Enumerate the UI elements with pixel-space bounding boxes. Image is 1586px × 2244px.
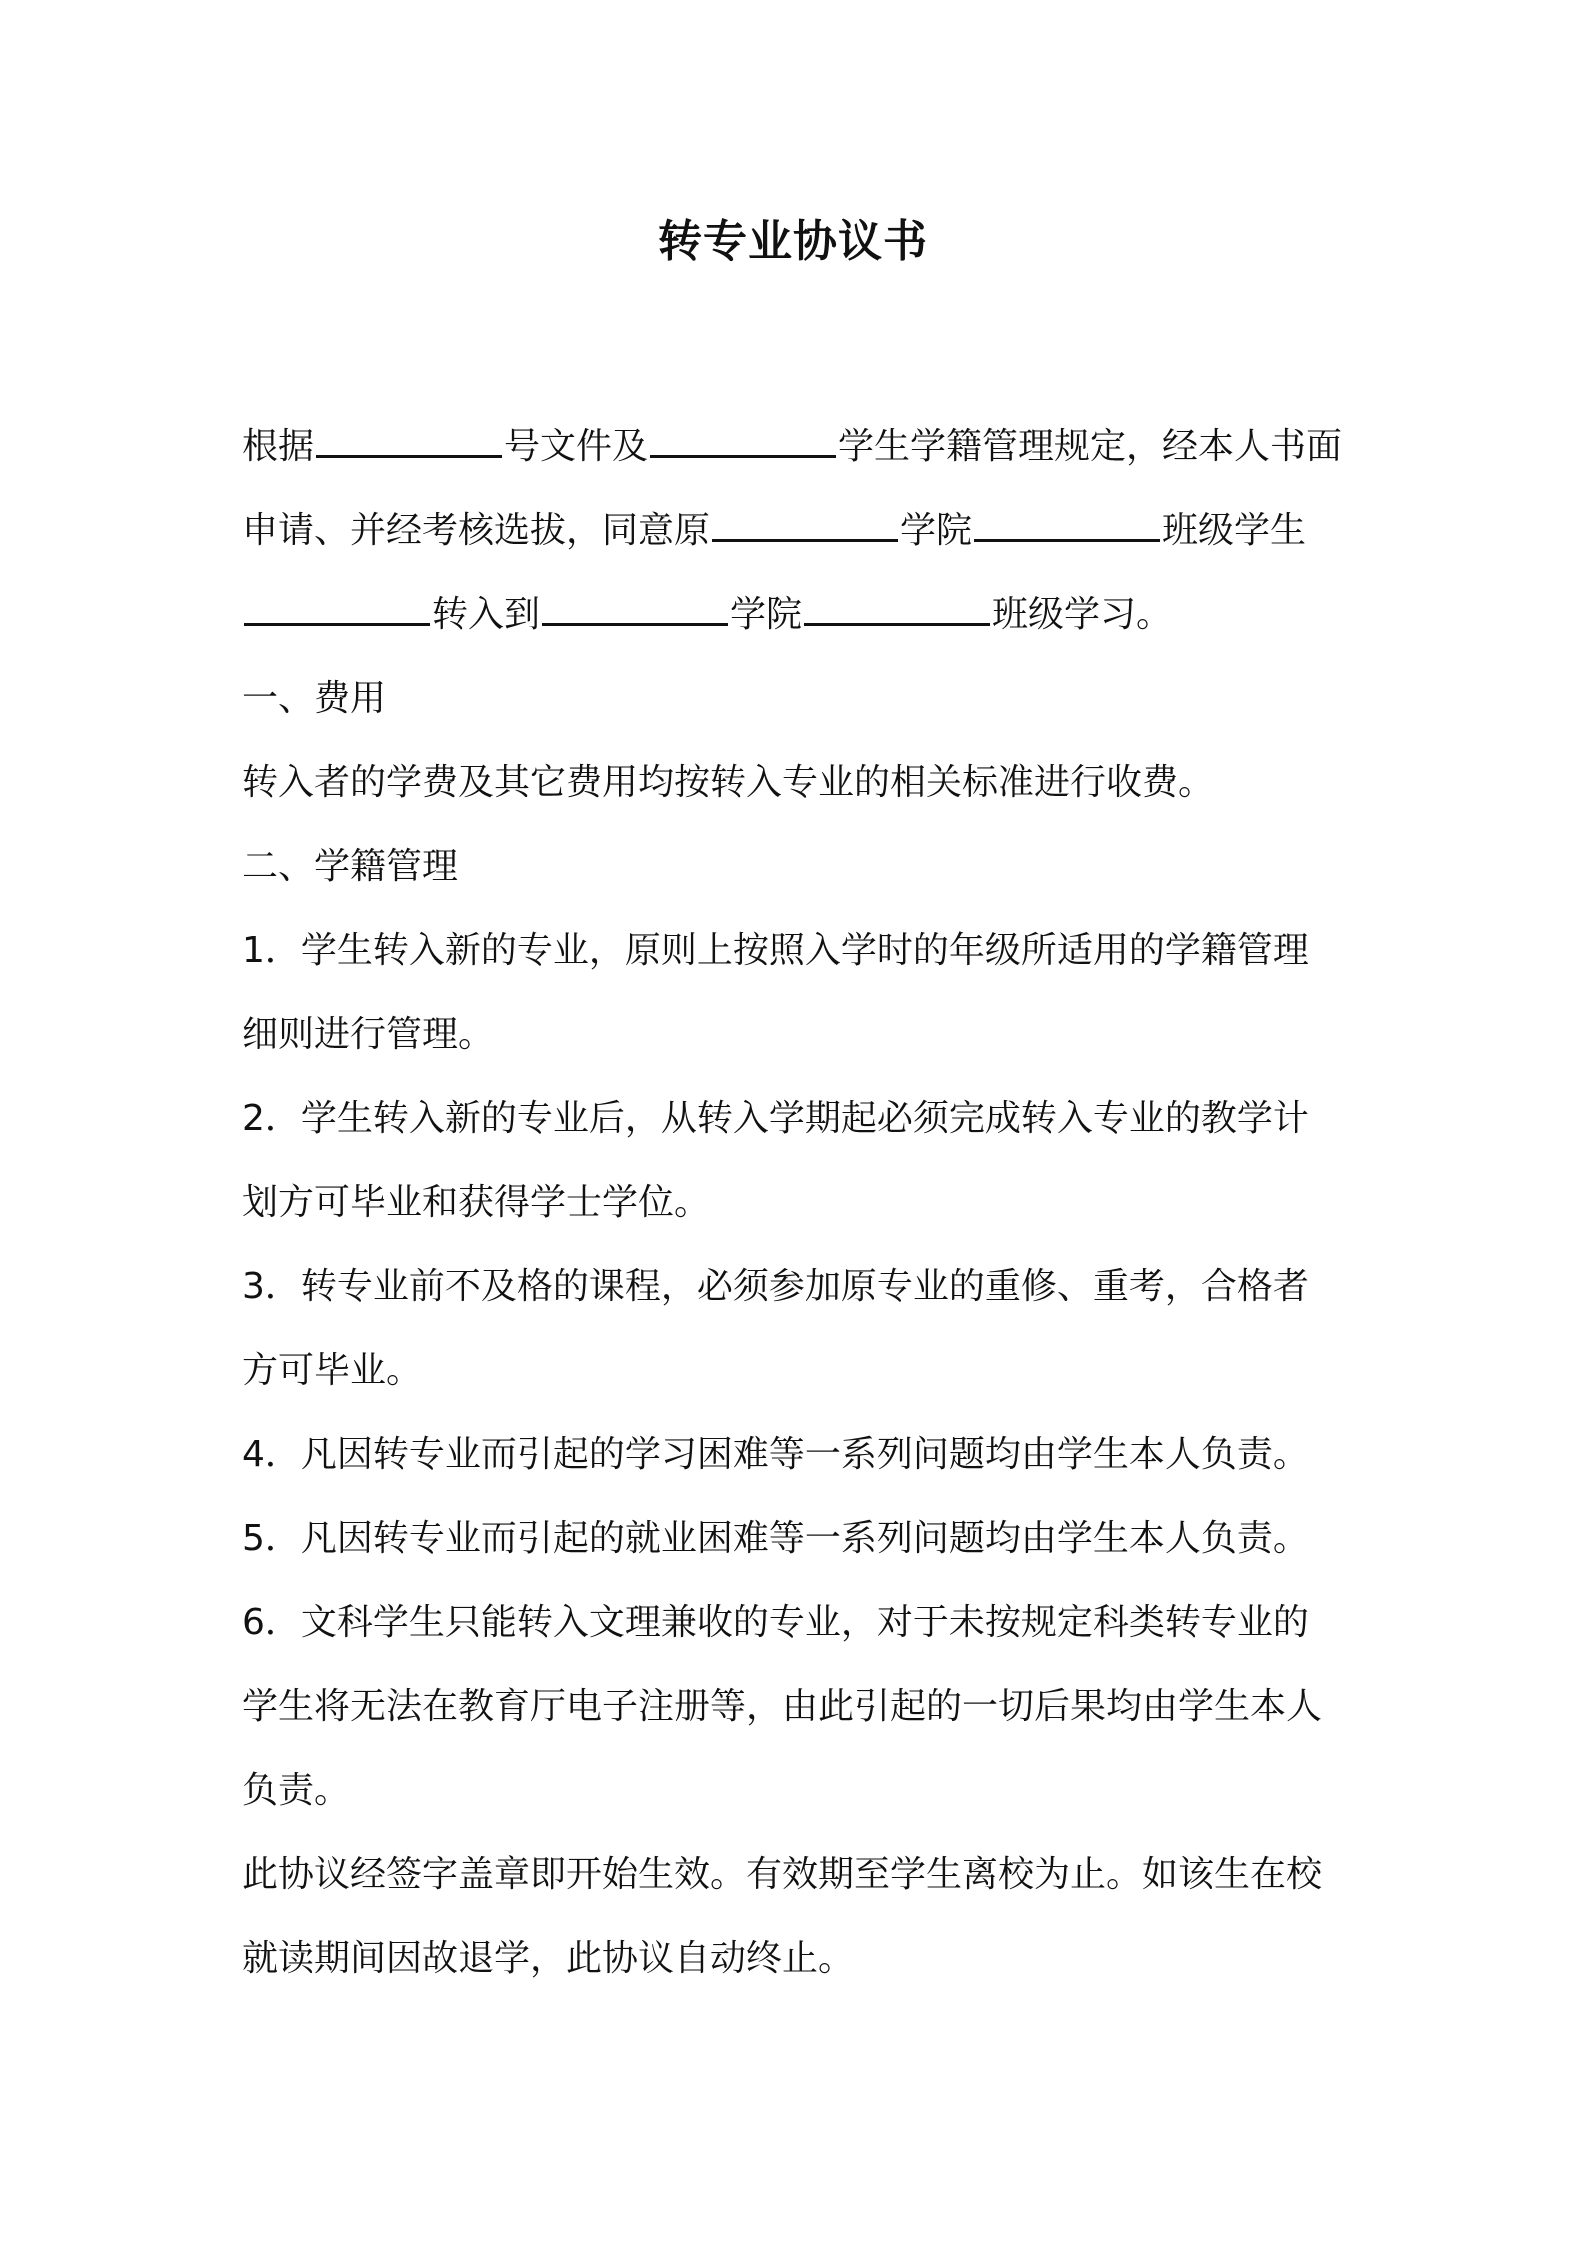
intro-text: 学院 <box>900 510 973 551</box>
original-college-blank <box>712 509 898 542</box>
new-college-blank <box>542 593 728 626</box>
clause-1-line-1: 1．学生转入新的专业，原则上按照入学时的年级所适用的学籍管理 <box>242 930 1309 971</box>
fees-text: 转入者的学费及其它费用均按转入专业的相关标准进行收费。 <box>242 762 1215 803</box>
student-name-blank <box>244 593 430 626</box>
closing-line-1: 此协议经签字盖章即开始生效。有效期至学生离校为止。如该生在校 <box>242 1854 1323 1895</box>
intro-text: 申请、并经考核选拔，同意原 <box>242 510 711 551</box>
intro-text: 学生学籍管理规定，经本人书面 <box>838 426 1343 467</box>
clause-6-line-2: 学生将无法在教育厅电子注册等，由此引起的一切后果均由学生本人 <box>242 1686 1323 1727</box>
intro-line-1 <box>242 405 1352 489</box>
clause-3-line-2: 方可毕业。 <box>242 1350 423 1391</box>
intro-text: 转入到 <box>432 594 541 635</box>
clause-2-line-1: 2．学生转入新的专业后，从转入学期起必须完成转入专业的教学计 <box>242 1098 1309 1139</box>
document-number-blank <box>316 425 502 458</box>
intro-text: 根据 <box>242 426 315 467</box>
document-title: 转专业协议书 <box>658 216 928 267</box>
new-class-blank <box>804 593 990 626</box>
clause-2-line-2: 划方可毕业和获得学士学位。 <box>242 1182 711 1223</box>
document-body <box>242 405 1352 2001</box>
clause-1-line-2: 细则进行管理。 <box>242 1014 495 1055</box>
clause-6-line-3: 负责。 <box>242 1770 351 1811</box>
status-heading: 二、学籍管理 <box>242 846 459 887</box>
intro-text: 号文件及 <box>504 426 649 467</box>
school-name-blank <box>650 425 836 458</box>
intro-line-3 <box>242 573 1352 657</box>
intro-text: 班级学习。 <box>992 594 1173 635</box>
fees-heading: 一、费用 <box>242 678 387 719</box>
clause-4: 4．凡因转专业而引起的学习困难等一系列问题均由学生本人负责。 <box>242 1434 1309 1475</box>
clause-6-line-1: 6．文科学生只能转入文理兼收的专业，对于未按规定科类转专业的 <box>242 1602 1309 1643</box>
intro-text: 班级学生 <box>1162 510 1307 551</box>
clause-3-line-1: 3．转专业前不及格的课程，必须参加原专业的重修、重考，合格者 <box>242 1266 1309 1307</box>
clause-5: 5．凡因转专业而引起的就业困难等一系列问题均由学生本人负责。 <box>242 1518 1309 1559</box>
original-class-blank <box>974 509 1160 542</box>
intro-text: 学院 <box>730 594 803 635</box>
intro-line-2 <box>242 489 1352 573</box>
closing-line-2: 就读期间因故退学，此协议自动终止。 <box>242 1938 855 1979</box>
